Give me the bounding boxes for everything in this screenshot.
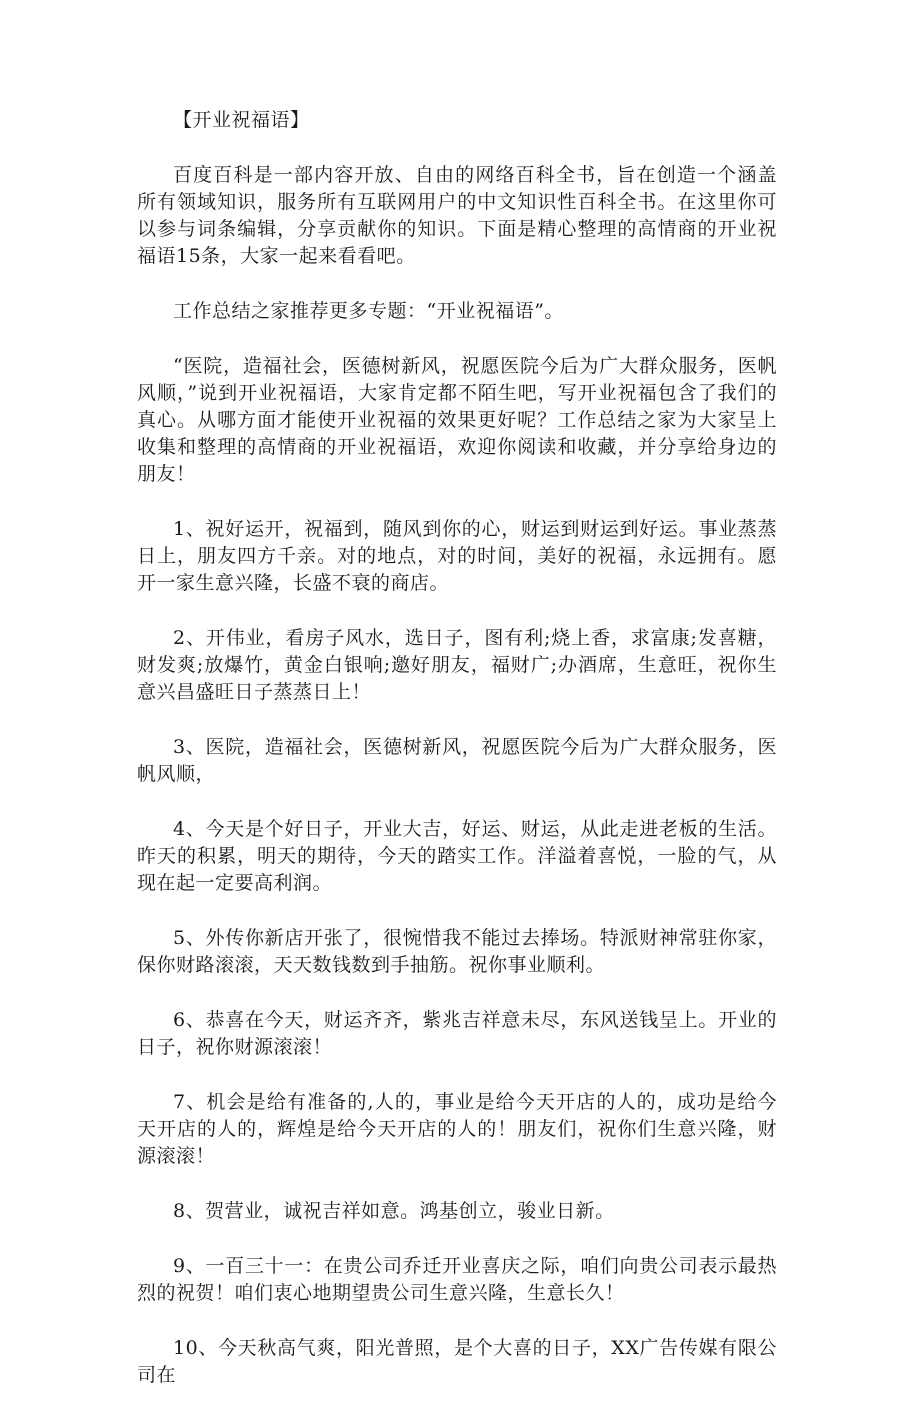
blessing-item-3: 3、医院，造福社会，医德树新风，祝愿医院今后为广大群众服务，医帆风顺， xyxy=(137,736,777,785)
blessing-item-7: 7、机会是给有准备的,人的，事业是给今天开店的人的，成功是给今天开店的人的，辉煌是给今天开店的人的！朋友们，祝你们生意兴隆，财源滚滚！ xyxy=(137,1091,777,1167)
blessing-item-8: 8、贺营业，诚祝吉祥如意。鸿基创立，骏业日新。 xyxy=(173,1200,615,1222)
recommend-paragraph: 工作总结之家推荐更多专题：“开业祝福语”。 xyxy=(173,300,564,322)
blessing-item-2: 2、开伟业，看房子风水，选日子，图有利;烧上香，求富康;发喜糖，财发爽;放爆竹，黄金白银响;邀好朋友，福财广;办酒席，生意旺，祝你生意兴昌盛旺日子蒸蒸日上！ xyxy=(137,627,777,703)
blessing-item-4: 4、今天是个好日子，开业大吉，好运、财运，从此走进老板的生活。昨天的积累，明天的期待，今天的踏实工作。洋溢着喜悦，一脸的气，从现在起一定要高利润。 xyxy=(137,818,777,894)
blessing-item-9: 9、一百三十一：在贵公司乔迁开业喜庆之际，咱们向贵公司表示最热烈的祝贺！咱们衷心地期望贵公司生意兴隆，生意长久！ xyxy=(137,1255,777,1304)
intro-paragraph: 百度百科是一部内容开放、自由的网络百科全书，旨在创造一个涵盖所有领域知识，服务所有互联网用户的中文知识性百科全书。在这里你可以参与词条编辑，分享贡献你的知识。下面是精心整理的高情商的开业祝福语15条，大家一起来看看吧。 xyxy=(137,164,777,267)
blessing-item-10: 10、今天秋高气爽，阳光普照，是个大喜的日子，XX广告传媒有限公司在 xyxy=(137,1337,777,1386)
blessing-item-6: 6、恭喜在今天，财运齐齐，紫兆吉祥意未尽，东风送钱呈上。开业的日子，祝你财源滚滚！ xyxy=(137,1009,777,1058)
blessing-item-5: 5、外传你新店开张了，很惋惜我不能过去捧场。特派财神常驻你家，保你财路滚滚，天天数钱数到手抽筋。祝你事业顺利。 xyxy=(137,927,777,976)
blessing-item-1: 1、祝好运开，祝福到，随风到你的心，财运到财运到好运。事业蒸蒸日上，朋友四方千亲。对的地点，对的时间，美好的祝福，永远拥有。愿开一家生意兴隆，长盛不衰的商店。 xyxy=(137,518,777,594)
preface-paragraph: “医院，造福社会，医德树新风，祝愿医院今后为广大群众服务，医帆风顺，”说到开业祝福语，大家肯定都不陌生吧，写开业祝福包含了我们的真心。从哪方面才能使开业祝福的效果更好呢？工作总结之家为大家呈上收集和整理的高情商的开业祝福语，欢迎你阅读和收藏，并分享给身边的朋友！ xyxy=(137,355,777,485)
document-body xyxy=(137,107,777,1417)
document-heading: 【开业祝福语】 xyxy=(173,109,310,131)
